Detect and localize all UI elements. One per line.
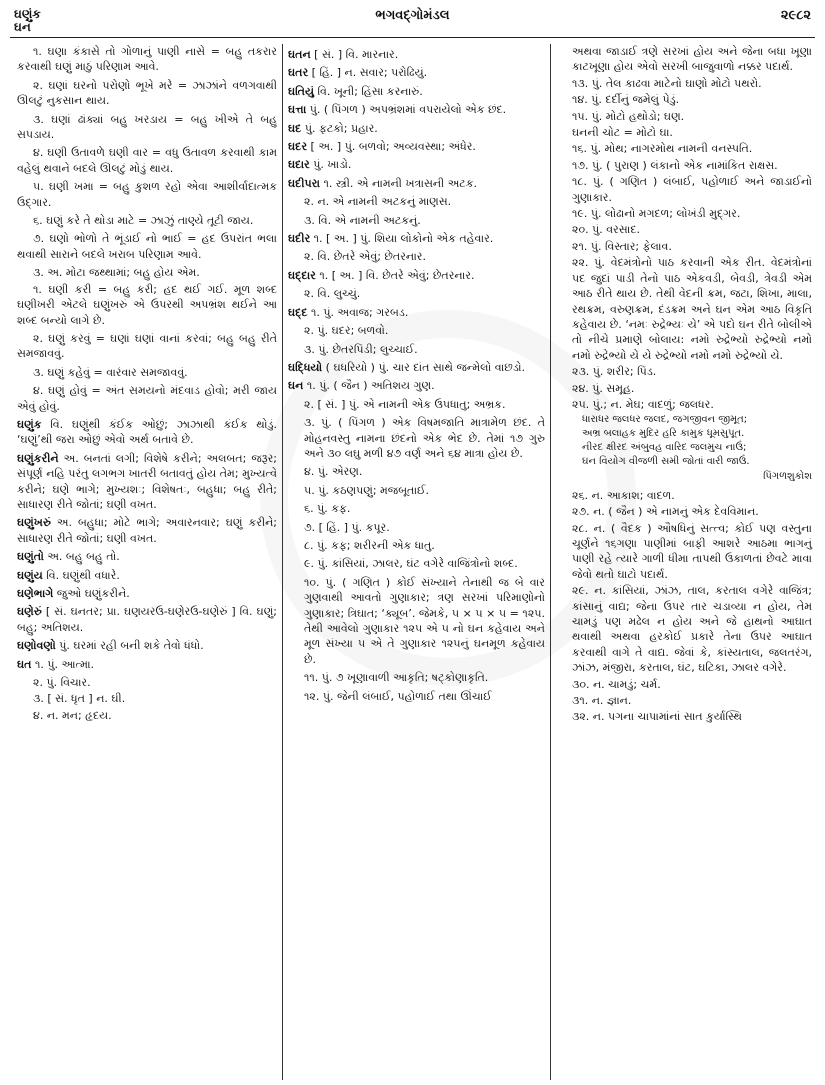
definition-text: ૪. પું. એરણ.: [304, 465, 363, 479]
definition-text: ૭. [ હિં. ] પું. કપૂર.: [304, 520, 390, 534]
headword: ઘતિયું: [288, 84, 314, 98]
dictionary-entry: [288, 47, 545, 62]
definition-text: ૧. સ્ત્રી. એ નામની ખત્રાસની અટક.: [320, 176, 477, 190]
dictionary-entry: [288, 689, 545, 704]
sense-text: ૨૨. પું. વેદમંત્રોનો પાઠ કરવાની એક રીત. વેદમંત્રોનાં પદ જુદાં પાડી તેનો પાઠ એકવડી, બેવડી, ત્રેવડી એમ આઠ રીતે થાય છે. તેથી વેદની ક્રમ, જટા, શિખા, માલા, રથક્રમ, વરુણક્રમ, દંડક્રમ અને ઘન એમ આઠ વિકૃતિ કહેવાય છે. ‘નમઃ રુદ્રેભ્યઃ યે’ એ પદો ઘન રીતે બોલીએ તો નીચે પ્રમાણે બોલાય: નમો રુદ્રેભ્યો રુદ્રેભ્યો નમો નમો રુદ્રેભ્યો યે યે રુદ્રેભ્યો નમો નમો રુદ્રેભ્યો યે.: [572, 256, 812, 362]
definition-text: પું. ફટકો; પ્રહાર.: [301, 121, 378, 135]
sense-text: ૧૬. પું. મોથ; નાગરમોથ નામની વનસ્પતિ.: [572, 142, 753, 156]
dictionary-entry: [288, 501, 545, 516]
sense-text: ૨૫. પું.; ન. મેઘ; વાદળું; જલધર.: [572, 397, 714, 411]
definition-text: ( ઘધરિયો ) પું. ચાર દાંત સાથે જન્મેલો વાછડો.: [322, 360, 526, 374]
headword: ઘણેભાગે: [17, 587, 54, 600]
dictionary-entry: [288, 670, 545, 685]
sense-text: ૧૯. પું. લોઢાનો મગદળ; લોખંડી મુદ્ગર.: [572, 207, 741, 221]
headword: ઘણુંતો: [17, 550, 44, 564]
dictionary-entry: [288, 121, 545, 136]
dictionary-columns: [12, 44, 817, 1080]
dictionary-entry: [288, 483, 545, 498]
dictionary-entry: [288, 194, 545, 209]
definition-text: અ. બહુ બહુ તો.: [43, 550, 120, 564]
sense-text: ૧૮. પું. ( ગણિત ) લંબાઈ, પહોળાઈ અને જાડાઈનો ગુણાકાર.: [572, 175, 812, 204]
sense-text: ૧૭. પું. ( પુરાણ ) લંકાનો એક નામાંકિત રાક્ષસ.: [572, 158, 778, 172]
page-number: ૨૯૮૨: [780, 8, 811, 23]
sense-text: ૧. ઘણી કરી = બહુ કરી; હદ થઈ ગઈ. મૂળ શબ્દ ઘણીખરી એટલે ઘણુંખરું એ ઉપરથી અપભ્રંશ થઈને આ શબ્દ બન્યો લાગે છે.: [17, 282, 277, 327]
sense-text: ૨. પું. વિચાર.: [33, 676, 91, 690]
definition-text: [ સં. ] વિ. મારનાર.: [310, 48, 399, 61]
dictionary-entry: [288, 556, 545, 571]
definition-text: ૧. પું. ( જૈન ) અતિશય ગુણ.: [303, 379, 435, 393]
sense-text: ૭. ઘણો ભોળો તે ભૂંડાઈ નો ભાઈ = હદ ઉપરાંત ભલા થવાથી સારાને બદલે ખરાબ પરિણામ આવે.: [17, 232, 277, 261]
sense-text: ૧૪. પું. દર્દીનું જમેલું પેડું.: [572, 93, 680, 107]
sense-text: ૧. ઘણા કંકાસે તો ગોળાનું પાણી નાસે = બહુ તકરાર કરવાથી ઘણું માઠું પરિણામ આવે.: [17, 45, 277, 74]
headword: ઘન: [288, 379, 304, 393]
headword: ઘદ્ધિયો: [288, 360, 323, 374]
definition-text: ૯. પું. કાંસિયાં, ઝાલર, ઘંટ વગેરે વાજિંત્રોનો શબ્દ.: [304, 557, 518, 571]
definition-text: ૨. વિ. લુચ્ચું.: [304, 287, 361, 301]
sense-text: ૫. ઘણી ખમા = બહુ કુશળ રહો એવા આશીર્વાદાત્મક ઉદ્ગાર.: [17, 180, 277, 209]
definition-text: ૩. પું. ( પિંગળ ) એક વિષમજાતિ માત્રામેળ છંદ. તે મોહનવસ્તુ નામના છંદનો એક ભેદ છે. તેમાં ૧૭ ગુરુ અને ૩૦ લઘુ મળી ૪૭ વર્ણ અને ૬૪ માત્રા હોય છે.: [304, 416, 545, 460]
sense-text: ૩. ઘણું કહેવું = વારંવાર સમજાવવું.: [33, 365, 188, 379]
dictionary-entry: [288, 305, 545, 320]
dictionary-entry: [17, 657, 277, 672]
definition-text: ૧. પું. આત્મા.: [31, 657, 95, 671]
headword: ઘણેરું: [17, 605, 42, 619]
dictionary-entry: [288, 397, 545, 412]
headword: ઘદાર: [288, 158, 310, 172]
headword: ઘદીપરા: [288, 176, 320, 190]
definition-text: ૮. પું. કફ; શરીરની એક ધાતુ.: [304, 538, 435, 552]
dictionary-entry: [288, 360, 545, 375]
headword: ઘદીર: [288, 232, 311, 246]
sense-text: ૨૩. પું. શરીર; પિંડ.: [572, 365, 657, 379]
sense-text: ૨. ઘણું કરવું = ઘણાં ઘણાં વાનાં કરવાં; બહુ બહુ રીતે સમજાવવું.: [17, 331, 277, 361]
dictionary-entry: [288, 65, 545, 80]
sense-text: ઘનની ચોટ = મોટો ઘા.: [572, 126, 673, 140]
definition-text: વિ. ઘણુંથી કંઈક ઓછું; ઝાઝાથી કંઈક થોડું. ‘ઘણું’થી જરા ઓછું એવો અર્થ બતાવે છે.: [17, 417, 277, 447]
dictionary-entry: [288, 231, 545, 246]
dictionary-entry: [288, 286, 545, 301]
headword: ઘદ્દ: [288, 305, 308, 319]
verse-line: અભ્ર બલાહક મુદિર હરિ કામુક ધૂમસુપૂત.: [582, 428, 745, 440]
definition-text: ૨. વિ. છેતરે એવું; છેતરનાર.: [304, 250, 426, 264]
dictionary-entry: [17, 417, 277, 448]
dictionary-entry: [288, 342, 545, 357]
definition-text: ૨. ન. એ નામની અટકનું માણસ.: [304, 195, 452, 209]
quoted-verse: [556, 413, 812, 469]
sense-text: ૨૯. ન. કાંસિયાં, ઝાંઝ, તાલ, કરતાલ વગેરે વાજિંત્ર; કાંસાનું વાદ્ય; જેના ઉપર તાર ચડાવ્યા ન હોય, તેમ ચામડું પણ મઢેલ ન હોય અને જે હાથનો આઘાત થવાથી અથવા હરકોઈ પ્રકારે તેના ઉપર આઘાત કરવાથી વાગે તે વાદ્ય. જેવાં કે, કાંસ્યતાલ, જલતરંગ, ઝાંઝ, મંજીરા, કરતાલ, ઘંટ, ઘટિકા, ઝાલર વગેરે.: [572, 584, 812, 675]
sense-text: ૪. ન. મન; હૃદય.: [33, 708, 112, 722]
dictionary-entry: [17, 515, 277, 546]
sense-text: ૨૦. પું. વરસાદ.: [572, 223, 640, 237]
guide-word-first: ઘણુંક: [14, 7, 41, 21]
dictionary-entry: [288, 84, 545, 99]
definition-text: ૧. પું. અવાજ; ગરબડ.: [307, 305, 409, 319]
definition-text: ૩. પું. છેતરપિંડી; લુચ્ચાઈ.: [304, 342, 418, 356]
dictionary-entry: [17, 451, 277, 513]
sense-text: ૪. ઘણું હોવું = અંત સમયનો મંદવાડ હોવો; મરી જાય એવું હોવું.: [17, 384, 277, 413]
dictionary-entry: [288, 520, 545, 535]
column-2: [282, 44, 550, 1080]
sense-text: ૨. ઘણાં ઘરનો પરોણો ભૂખે મરે = ઝાઝાંને વળગવાથી ઊલટું નુકસાન થાય.: [17, 78, 277, 108]
dictionary-entry: [288, 157, 545, 172]
definition-text: ૩. વિ. એ નામની અટકનું.: [304, 213, 421, 227]
definition-text: ૧. [ અ. ] વિ. છેતરે એવું; છેતરનાર.: [315, 268, 475, 282]
guide-word-last: ઘન: [14, 20, 31, 34]
verse-line: નીરદ ક્ષીરદ અંબુવહ વારિદ જલમુચ નાઉં;: [582, 442, 747, 454]
dictionary-entry: [288, 415, 545, 461]
dictionary-entry: [288, 538, 545, 553]
dictionary-entry: [288, 378, 545, 393]
dictionary-entry: [288, 323, 545, 338]
definition-text: [ સં. ઘનતર; પ્રા. ઘણયરઉ-ઘણેરઉ-ઘણેરું ] વિ. ઘણું; બહુ; અતિશય.: [17, 605, 277, 634]
sense-text: ૩. [ સં. ધૃત ] ન. ઘી.: [33, 692, 126, 706]
sense-text: ૨૭. ન. ( જૈન ) એ નામનું એક દેવવિમાન.: [572, 505, 759, 519]
definition-text: [ અ. ] પું. બળવો; અવ્યવસ્થા; અંધેર.: [307, 140, 476, 154]
sense-text: ૪. ઘણી ઉતાવળે ઘણી વાર = વધુ ઉતાવળ કરવાથી કામ વહેલું થવાને બદલે ઊલટું મોડું થાય.: [17, 146, 277, 175]
header-rule: [10, 37, 815, 38]
headword: ઘણોવણો: [17, 639, 56, 653]
dictionary-entry: [288, 575, 545, 667]
verse-line: ધારાધર જલધર જલદ, જગજીવન જીમૂત;: [582, 414, 748, 426]
dictionary-entry: [17, 604, 277, 635]
sense-text: ૩૦. ન. ચામડું; ચર્મ.: [572, 677, 661, 691]
definition-text: પું. ઘરમાં રહી બની શકે તેવો ધંધો.: [55, 639, 204, 653]
headword: ઘદર: [288, 140, 308, 154]
sense-text: ૨૮. ન. ( વૈદક ) ઔષધિનું સત્ત્વ; કોઈ પણ વસ્તુના ચૂર્ણને ૧૬ગણા પાણીમાં બાફી આશરે આઠમા ભાગનું પાણી રહે ત્યારે ગાળી ધીમા તાપથી ઉકાળતાં છેવટે માવા જેવો થતો ઘાટો પદાર્થ.: [572, 521, 812, 581]
dictionary-entry: [288, 176, 545, 191]
dictionary-entry: [17, 549, 277, 564]
definition-text: ૨. [ સં. ] પું. એ નામની એક ઉપધાતુ; અભ્રક.: [304, 397, 506, 411]
headword: ઘતર: [288, 66, 309, 80]
definition-text: ૧૨. પું. જેની લંબાઈ, પહોળાઈ તથા ઊંચાઈ: [304, 689, 492, 703]
dictionary-entry: [288, 464, 545, 479]
sense-text: ૩૧. ન. જ્ઞાન.: [572, 694, 632, 708]
dictionary-entry: [288, 268, 545, 283]
sense-text: અથવા જાડાઈ ત્રણે સરખાં હોય અને જેના બધા ખૂણા કાટખૂણા હોય એવો સરખી બાજુવાળો નક્કર પદાર્થ.: [572, 45, 812, 74]
headword: ઘણુંય: [17, 568, 43, 582]
sense-text: ૩. ઘણાં ઢાંક્યાં બહુ ખરડાય = બહુ ખીએ તે બહુ સપડાય.: [17, 112, 277, 142]
definition-text: [ હિં. ] ન. સવાર; પરોઢિયું.: [308, 66, 428, 80]
page-header: [0, 0, 825, 36]
dictionary-title: ભગવદ્ગોમંડલ: [375, 8, 450, 23]
definition-text: જુઓ ઘણુંકરીને.: [53, 587, 130, 600]
headword: ઘદ્દાર: [288, 268, 316, 282]
headword: ઘત: [17, 657, 32, 671]
dictionary-entry: [288, 249, 545, 264]
sense-text: ૨૧. પું. વિસ્તાર; ફેલાવ.: [572, 239, 672, 253]
headword: ઘત્તા: [288, 103, 307, 117]
sense-text: ૧૫. પું. મોટો હથોડો; ઘણ.: [572, 109, 685, 123]
definition-text: પું. ( પિંગળ ) અપભ્રંશમાં વપરાયેલો એક છંદ.: [306, 103, 507, 117]
verse-source: પિંગળશુકોશ: [763, 471, 812, 483]
verse-line: ઘન વિયોગ વીજળી સમી જોતાં વારી જાઉં.: [582, 456, 750, 468]
definition-text: પું. ખાડો.: [309, 158, 352, 172]
definition-text: અ. બહુધા; મોટે ભાગે; અવારનવાર; ઘણું કરીને; સાધારણ રીતે જોતાં; ઘણી વખત.: [17, 516, 277, 545]
headword: ઘણુંક: [17, 417, 42, 431]
definition-text: ૨. પું. ઘદર; બળવો.: [304, 324, 389, 338]
dictionary-entry: [17, 638, 277, 653]
dictionary-entry: [17, 568, 277, 583]
sense-text: ૨૪. પું. સમૂહ.: [572, 381, 635, 395]
headword: ઘણુંખરું: [17, 516, 51, 530]
definition-text: ૧૦. પું. ( ગણિત ) કોઈ સંખ્યાને તેનાથી જ બે વાર ગુણવાથી આવતો ગુણાકાર; ત્રણ સરખાં પરિમાણોનો ગુણાકાર; ત્રિઘાત; ‘ક્યૂબ’. જેમકે, ૫ × ૫ × ૫ = ૧૨૫. તેથી આવેલો ગુણાકાર ૧૨૫ એ ૫ નો ઘન કહેવાય અને મૂળ સંખ્યા ૫ એ તે ગુણાકાર ૧૨૫નું ઘનમૂળ કહેવાય છે.: [304, 575, 545, 666]
sense-text: ૩. અ. મોટા જથ્થામાં; બહુ હોય એમ.: [33, 266, 200, 280]
definition-text: ૬. પું. કફ.: [304, 502, 351, 516]
sense-text: ૨૬. ન. આકાશ; વાદળ.: [572, 488, 675, 502]
dictionary-entry: [288, 102, 545, 117]
sense-text: ૬. ઘણું કરે તે થોડા માટે = ઝાઝું તાણ્યે તૂટી જાય.: [33, 214, 254, 228]
definition-text: ૫. પું. કઠણપણું; મજબૂતાઈ.: [304, 483, 430, 497]
definition-text: અ. બનતાં લગી; વિશેષે કરીને; અલબત; જરૂર; સંપૂર્ણ નહિ પરંતુ લગભગ ખાતરી બતાવતું હોય તેમ; મુખ્યત્વે કરીને; ઘણે ભાગે; મુખ્યશઃ; વિશેષતઃ, બહુધા; બહુ રીતે; સાધારણ રીતે જોતાં; ઘણી વખત.: [17, 451, 277, 511]
sense-text: ૧૩. પું. તેલ કાઢવા માટેનો ઘાણો મોટો પથરો.: [572, 76, 762, 90]
sense-text: ૩૨. ન. પગના ચાપામાંનાં સાત કુર્યાસ્થિ: [572, 710, 742, 724]
headword: ઘતન: [288, 48, 311, 61]
dictionary-entry: [288, 213, 545, 228]
definition-text: વિ. ખૂની; હિંસા કરનારું.: [313, 84, 423, 98]
column-3: [550, 44, 817, 1080]
definition-text: ૧. [ અ. ] પું. શિયા લોકોનો એક તહેવાર.: [310, 232, 494, 246]
column-1: [12, 44, 282, 1080]
headword: ઘણુંકરીને: [17, 451, 59, 465]
definition-text: વિ. ઘણુંથી વધારે.: [42, 568, 120, 582]
headword: ઘદ: [288, 121, 302, 135]
dictionary-entry: [17, 586, 277, 601]
dictionary-entry: [288, 139, 545, 154]
definition-text: ૧૧. પું. ૭ ખૂણાવાળી આકૃતિ; ષટ્કોણાકૃતિ.: [304, 671, 489, 685]
